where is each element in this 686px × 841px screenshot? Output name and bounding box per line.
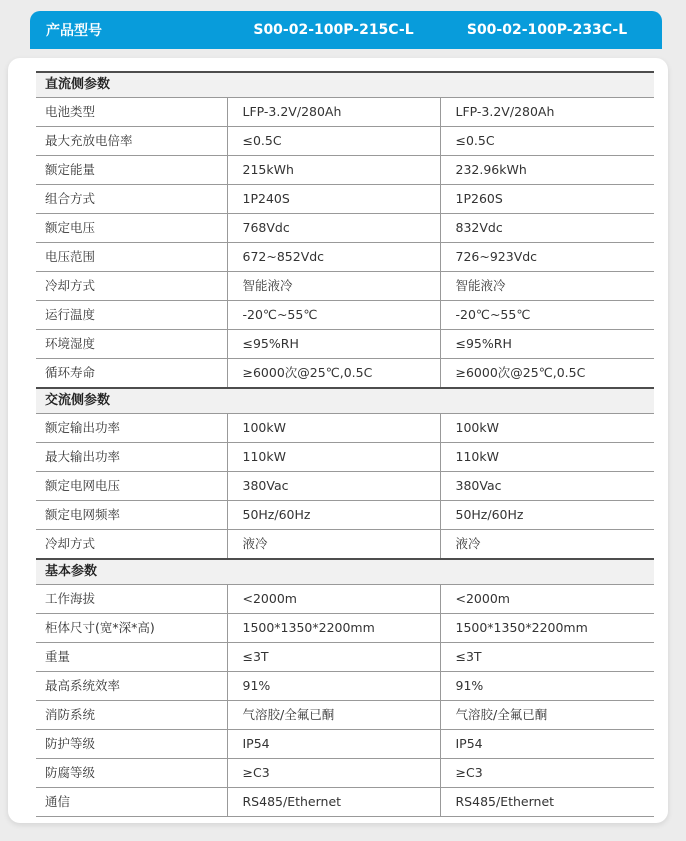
table-row [36, 643, 654, 672]
row-value-1: 380Vac [227, 472, 440, 501]
row-value-1: ≥C3 [227, 759, 440, 788]
row-value-1: 672~852Vdc [227, 243, 440, 272]
row-label: 额定电网电压 [36, 472, 227, 501]
spec-card [8, 58, 668, 823]
row-value-1: 气溶胶/全氟已酮 [227, 701, 440, 730]
row-value-2: RS485/Ethernet [440, 788, 654, 817]
row-value-1: 50Hz/60Hz [227, 501, 440, 530]
row-value-1: ≤0.5C [227, 127, 440, 156]
product-model-header-bar [30, 11, 662, 49]
row-value-2: 380Vac [440, 472, 654, 501]
row-value-1: 智能液冷 [227, 272, 440, 301]
row-value-2: 液冷 [440, 530, 654, 560]
table-row [36, 214, 654, 243]
row-label: 消防系统 [36, 701, 227, 730]
row-value-2: 100kW [440, 414, 654, 443]
section-title: 基本参数 [36, 559, 654, 585]
row-value-2: 232.96kWh [440, 156, 654, 185]
row-value-2: 726~923Vdc [440, 243, 654, 272]
row-value-1: 1P240S [227, 185, 440, 214]
spec-table [36, 71, 654, 817]
model-name-column-2: S00-02-100P-233C-L [466, 22, 628, 38]
row-value-2: ≤3T [440, 643, 654, 672]
row-value-1: -20℃~55℃ [227, 301, 440, 330]
row-value-2: ≥6000次@25℃,0.5C [440, 359, 654, 389]
row-value-1: 100kW [227, 414, 440, 443]
table-row [36, 185, 654, 214]
row-label: 工作海拔 [36, 585, 227, 614]
section-title: 直流侧参数 [36, 72, 654, 98]
table-row [36, 585, 654, 614]
row-value-1: ≥6000次@25℃,0.5C [227, 359, 440, 389]
row-label: 组合方式 [36, 185, 227, 214]
row-value-2: <2000m [440, 585, 654, 614]
row-label: 冷却方式 [36, 530, 227, 560]
row-label: 最大输出功率 [36, 443, 227, 472]
row-value-2: LFP-3.2V/280Ah [440, 98, 654, 127]
row-value-2: 气溶胶/全氟已酮 [440, 701, 654, 730]
row-label: 循环寿命 [36, 359, 227, 389]
row-value-1: ≤95%RH [227, 330, 440, 359]
section-title: 交流侧参数 [36, 388, 654, 414]
row-label: 额定输出功率 [36, 414, 227, 443]
row-value-2: 1P260S [440, 185, 654, 214]
row-label: 最大充放电倍率 [36, 127, 227, 156]
row-value-2: 1500*1350*2200mm [440, 614, 654, 643]
model-name-column-1: S00-02-100P-215C-L [253, 22, 414, 38]
row-label: 冷却方式 [36, 272, 227, 301]
table-row [36, 127, 654, 156]
table-row [36, 672, 654, 701]
row-value-1: <2000m [227, 585, 440, 614]
row-value-1: 768Vdc [227, 214, 440, 243]
table-row [36, 614, 654, 643]
row-label: 最高系统效率 [36, 672, 227, 701]
table-row [36, 301, 654, 330]
row-value-2: ≥C3 [440, 759, 654, 788]
row-label: 重量 [36, 643, 227, 672]
table-row [36, 472, 654, 501]
table-row [36, 156, 654, 185]
row-value-2: IP54 [440, 730, 654, 759]
row-value-1: 液冷 [227, 530, 440, 560]
table-row [36, 330, 654, 359]
row-value-1: 91% [227, 672, 440, 701]
table-row [36, 759, 654, 788]
table-row [36, 730, 654, 759]
row-value-1: 110kW [227, 443, 440, 472]
section-row [36, 388, 654, 414]
row-label: 电压范围 [36, 243, 227, 272]
row-value-2: 91% [440, 672, 654, 701]
row-label: 通信 [36, 788, 227, 817]
row-label: 环境湿度 [36, 330, 227, 359]
row-value-1: LFP-3.2V/280Ah [227, 98, 440, 127]
row-label: 防腐等级 [36, 759, 227, 788]
row-value-2: ≤95%RH [440, 330, 654, 359]
row-label: 额定能量 [36, 156, 227, 185]
row-label: 电池类型 [36, 98, 227, 127]
row-value-2: 832Vdc [440, 214, 654, 243]
row-label: 额定电网频率 [36, 501, 227, 530]
table-row [36, 788, 654, 817]
table-row [36, 359, 654, 389]
product-model-label: 产品型号 [46, 23, 102, 39]
row-value-1: 1500*1350*2200mm [227, 614, 440, 643]
row-value-2: -20℃~55℃ [440, 301, 654, 330]
table-row [36, 243, 654, 272]
section-row [36, 559, 654, 585]
row-label: 运行温度 [36, 301, 227, 330]
row-value-1: 215kWh [227, 156, 440, 185]
row-label: 额定电压 [36, 214, 227, 243]
row-value-1: RS485/Ethernet [227, 788, 440, 817]
table-row [36, 98, 654, 127]
row-value-1: IP54 [227, 730, 440, 759]
row-label: 柜体尺寸(宽*深*高) [36, 614, 227, 643]
row-value-2: 50Hz/60Hz [440, 501, 654, 530]
table-row [36, 272, 654, 301]
table-row [36, 530, 654, 560]
table-row [36, 501, 654, 530]
row-label: 防护等级 [36, 730, 227, 759]
row-value-2: 110kW [440, 443, 654, 472]
table-row [36, 701, 654, 730]
section-row [36, 72, 654, 98]
row-value-2: 智能液冷 [440, 272, 654, 301]
row-value-2: ≤0.5C [440, 127, 654, 156]
row-value-1: ≤3T [227, 643, 440, 672]
table-row [36, 414, 654, 443]
table-row [36, 443, 654, 472]
